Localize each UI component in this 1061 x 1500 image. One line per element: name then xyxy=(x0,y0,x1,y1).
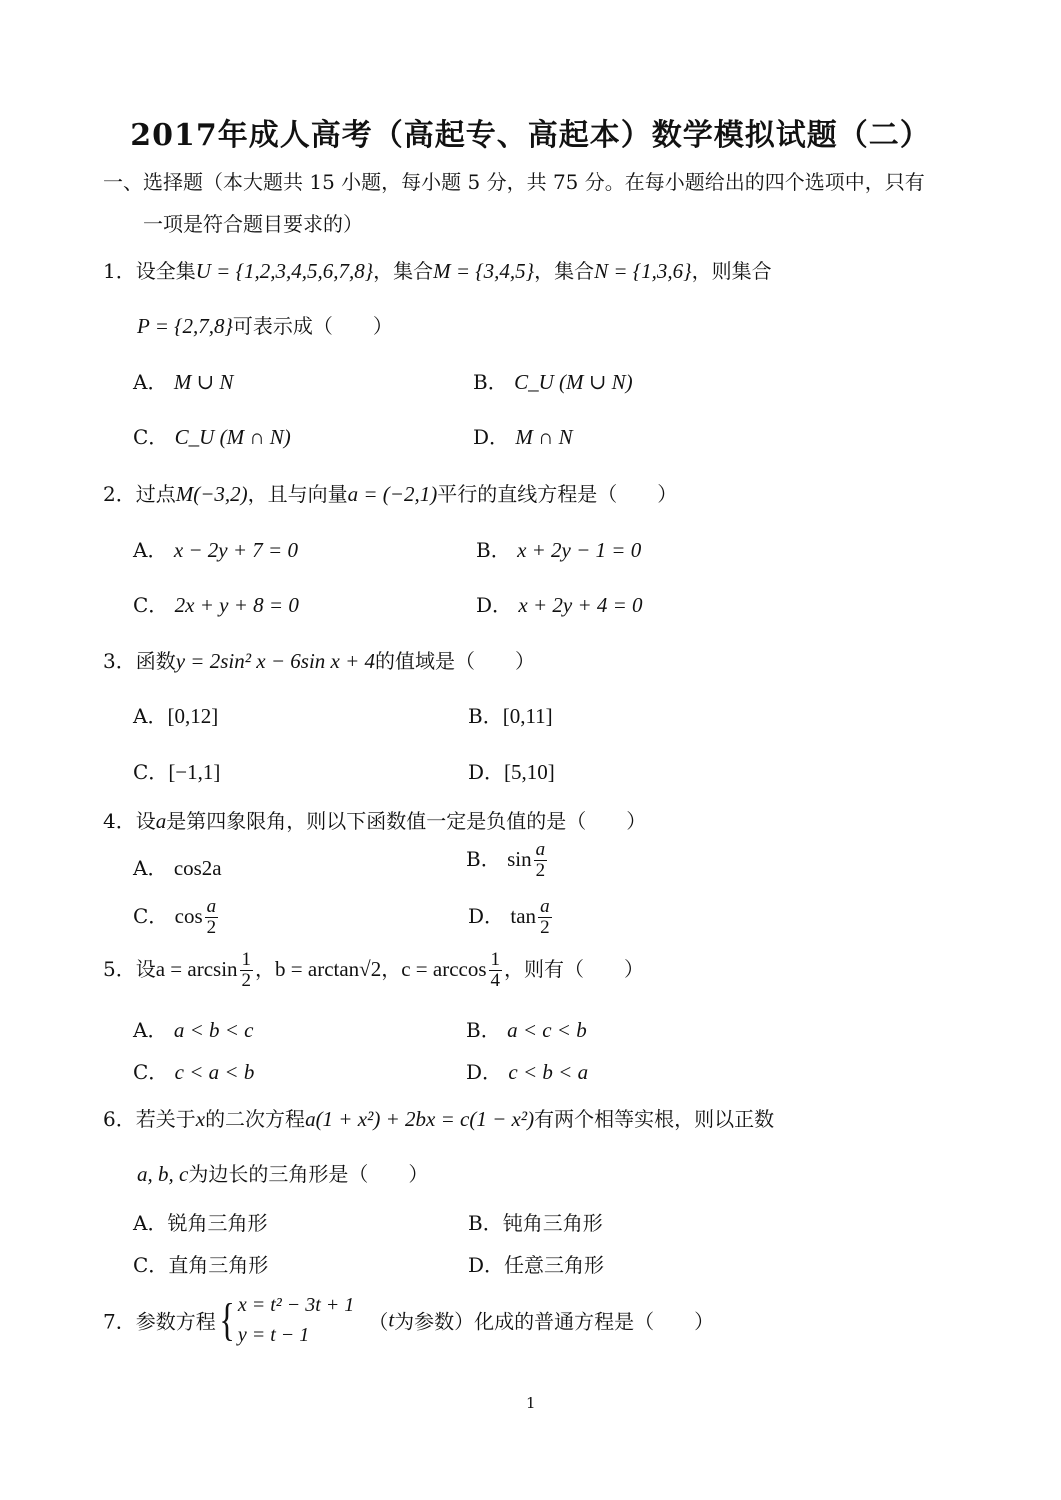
option-1b[interactable]: B． C_U (M ∪ N) xyxy=(473,370,633,394)
question-1-stem: 1．设全集U = {1,2,3,4,5,6,7,8}，集合M = {3,4,5}，集合N = {1,3,6}，则集合 xyxy=(103,259,772,283)
option-3a[interactable]: A．[0,12] xyxy=(133,704,219,728)
option-1a[interactable]: A． M ∪ N xyxy=(133,370,234,394)
option-1d[interactable]: D． M ∩ N xyxy=(473,425,573,449)
option-3b[interactable]: B．[0,11] xyxy=(468,704,553,728)
set-n: N = {1,3,6} xyxy=(594,259,692,283)
question-5-stem: 5．设a = arcsin $\frac{1}{2}$ ，b = arctan√2，c = arccos $\frac{1}{4}$ ，则有（ ） xyxy=(103,949,645,991)
question-2-stem: 2．过点M(−3,2)，且与向量a = (−2,1)平行的直线方程是（ ） xyxy=(103,482,678,506)
set-u: U = {1,2,3,4,5,6,7,8} xyxy=(195,259,374,283)
option-4a[interactable]: A． cos2a xyxy=(133,856,222,880)
option-3d[interactable]: D．[5,10] xyxy=(468,760,555,784)
option-5a[interactable]: A． a < b < c xyxy=(133,1018,254,1042)
set-m: M = {3,4,5} xyxy=(433,259,535,283)
option-4b[interactable]: B． sin $\frac{a}{2}$ xyxy=(466,839,546,881)
question-1-stem-cont: P = {2,7,8}可表示成（ ） xyxy=(137,314,393,338)
set-p: P = {2,7,8} xyxy=(137,314,233,338)
option-6b[interactable]: B．钝角三角形 xyxy=(468,1211,603,1235)
page-title: 2017年成人高考（高起专、高起本）数学模拟试题（二） xyxy=(130,118,931,153)
question-6-stem: 6．若关于x的二次方程a(1 + x²) + 2bx = c(1 − x²)有两个相等实根，则以正数 xyxy=(103,1107,775,1131)
option-6a[interactable]: A．锐角三角形 xyxy=(133,1211,268,1235)
option-5c[interactable]: C． c < a < b xyxy=(133,1060,255,1084)
option-4d[interactable]: D． tan $\frac{a}{2}$ xyxy=(468,896,550,938)
section-heading-cont: 一项是符合题目要求的） xyxy=(143,212,363,236)
option-2b[interactable]: B． x + 2y − 1 = 0 xyxy=(476,538,642,562)
question-6-stem-cont: a, b, c为边长的三角形是（ ） xyxy=(137,1162,429,1186)
option-6d[interactable]: D．任意三角形 xyxy=(468,1253,605,1277)
option-2a[interactable]: A． x − 2y + 7 = 0 xyxy=(133,538,298,562)
option-3c[interactable]: C．[−1,1] xyxy=(133,760,221,784)
option-6c[interactable]: C．直角三角形 xyxy=(133,1253,269,1277)
option-2c[interactable]: C． 2x + y + 8 = 0 xyxy=(133,593,299,617)
page-number: 1 xyxy=(526,1394,536,1412)
option-5d[interactable]: D． c < b < a xyxy=(466,1060,589,1084)
option-2d[interactable]: D． x + 2y + 4 = 0 xyxy=(476,593,643,617)
option-5b[interactable]: B． a < c < b xyxy=(466,1018,587,1042)
option-1c[interactable]: C． C_U (M ∩ N) xyxy=(133,425,291,449)
question-number: 1． xyxy=(103,259,136,283)
question-7-stem: 7．参数方程{ x = t² − 3t + 1 y = t − 1 （t为参数）化成的普通方程是（ ） xyxy=(103,1290,714,1350)
parametric-system: x = t² − 3t + 1 y = t − 1 xyxy=(237,1294,355,1346)
option-4c[interactable]: C． cos $\frac{a}{2}$ xyxy=(133,896,217,938)
question-3-stem: 3．函数y = 2sin² x − 6sin x + 4的值域是（ ） xyxy=(103,649,536,673)
section-heading: 一、选择题（本大题共 15 小题，每小题 5 分，共 75 分。在每小题给出的四个选项中，只有 xyxy=(103,170,925,194)
left-brace: { xyxy=(219,1294,235,1345)
question-4-stem: 4．设a是第四象限角，则以下函数值一定是负值的是（ ） xyxy=(103,809,647,833)
